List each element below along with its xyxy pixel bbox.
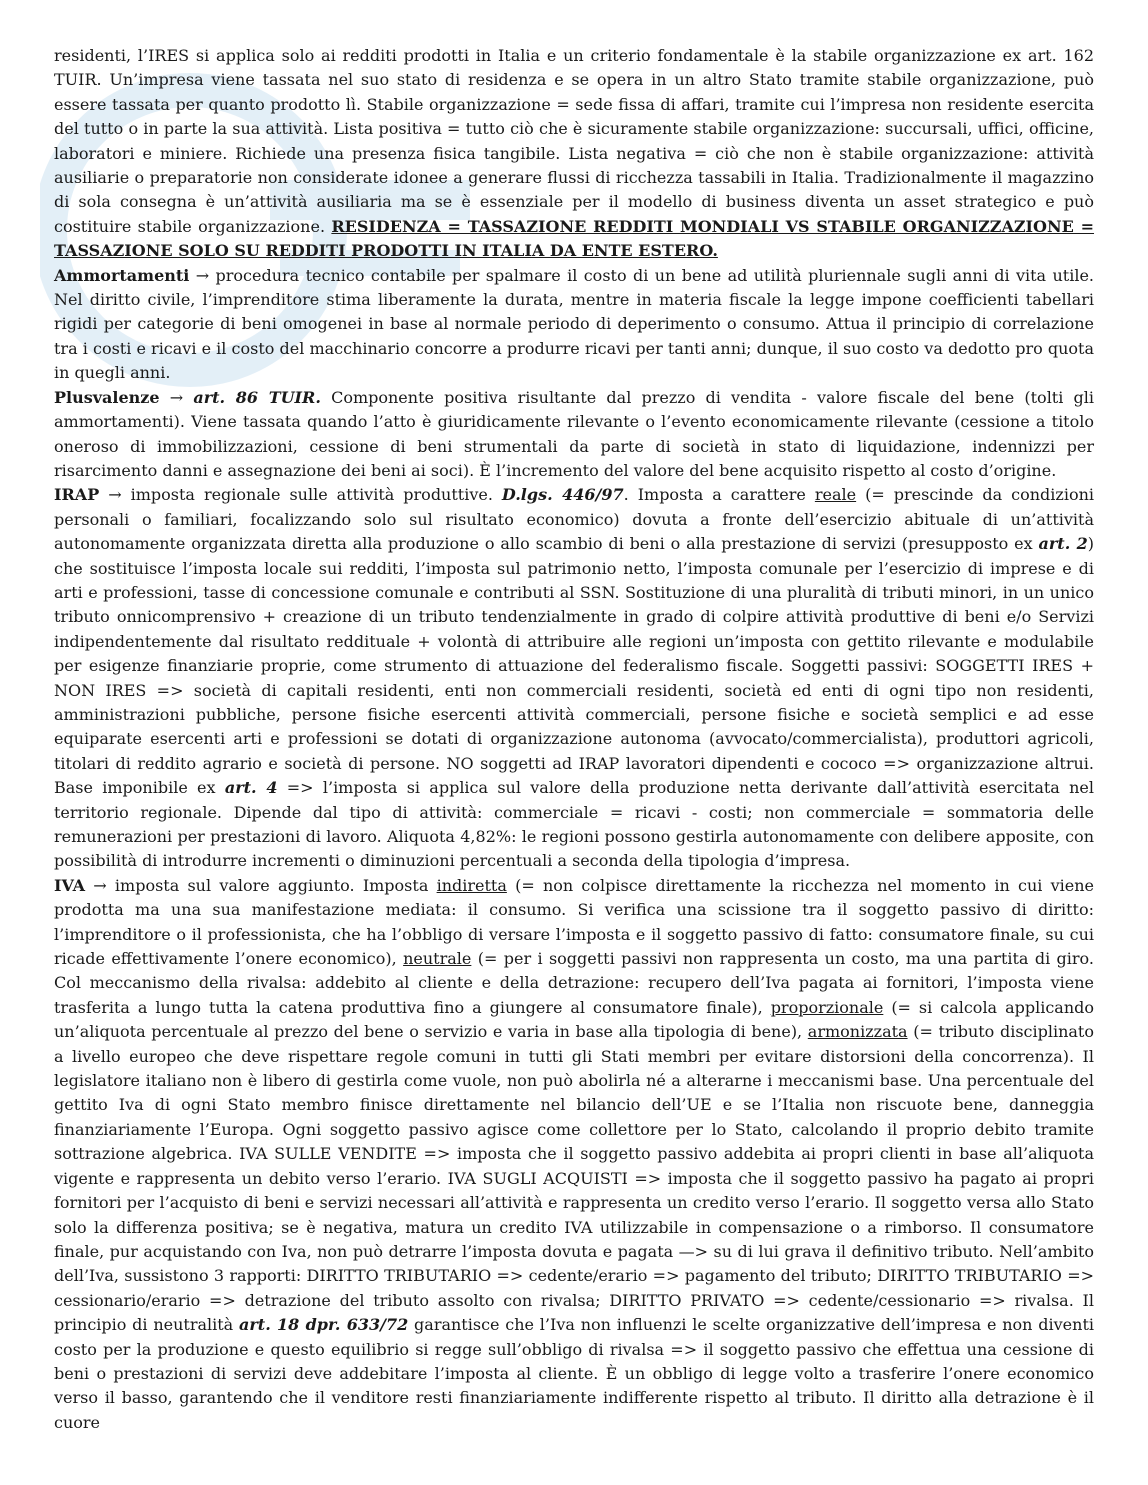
paragraph-ammortamenti: Ammortamenti → procedura tecnico contabile per spalmare il costo di un bene ad utilità pluriennale sugli anni di vita utile. Nel diritto civile, l’imprenditore stima liberamente la durata, mentre in materia fiscale la legge impone coefficienti tabellari rigidi per categorie di beni omogenei in base al normale periodo di deperimento o consumo. Attua il principio di correlazione tra i costi e ricavi e il costo del macchinario concorre a produrre ricavi per tanti anni; dunque, il suo costo va dedotto pro quota in quegli anni.	[54, 265, 1094, 383]
document-page	[54, 44, 1094, 1435]
heading-iva: IVA	[54, 875, 86, 895]
heading-irap: IRAP	[54, 485, 100, 505]
paragraph-irap: IRAP → imposta regionale sulle attività produttive. D.lgs. 446/97. Imposta a carattere reale (= prescinde da condizioni personali o familiari, focalizzando solo sul risultato economico) dovuta a fronte dell’esercizio abituale di un’attività autonomamente organizzata diretta alla produzione o allo scambio di beni o alla prestazione di servizi (presupposto ex art. 2) che sostituisce l’imposta locale sui redditi, l’imposta sul patrimonio netto, l’imposta comunale per l’esercizio di imprese e di arti e professioni, tasse di concessione comunale e contributi al SSN. Sostituzione di una pluralità di tributi minori, in un unico tributo onnicomprensivo + creazione di un tributo tendenzialmente in grado di colpire attività produttive di beni e/o Servizi indipendentemente dal risultato reddituale + volontà di attribuire alle regioni un’imposta con gettito rilevante e modulabile per esigenze finanziarie proprie, come strumento di attuazione del federalismo fiscale. Soggetti passivi: SOGGETTI IRES + NON IRES => società di capitali residenti, enti non commerciali residenti, società ed enti di ogni tipo non residenti, amministrazioni pubbliche, persone fisiche esercenti attività commerciali, persone fisiche e società semplici e ad esse equiparate esercenti arti e professioni se dotati di organizzazione autonoma (avvocato/commercialista), produttori agricoli, titolari di reddito agrario e società di persone. NO soggetti ad IRAP lavoratori dipendenti e cococo => organizzazione altrui. Base imponibile ex art. 4 => l’imposta si applica sul valore della produzione netta derivante dall’attività esercitata nel territorio regionale. Dipende dal tipo di attività: commerciale = ricavi - costi; non commerciale = sommatoria delle remunerazioni per prestazioni di lavoro. Aliquota 4,82%: le regioni possono gestirla autonomamente con delibere apposite, con possibilità di introdurre incrementi o diminuzioni percentuali a seconda della tipologia d’impresa.	[54, 485, 1095, 871]
paragraph-iva: IVA → imposta sul valore aggiunto. Imposta indiretta (= non colpisce direttamente la ricchezza nel momento in cui viene prodotta ma una sua manifestazione mediata: il consumo. Si verifica una scissione tra il soggetto passivo di diritto: l’imprenditore o il professionista, che ha l’obbligo di versare l’imposta e il soggetto passivo di fatto: consumatore finale, su cui ricade effettivamente l’onere economico), neutrale (= per i soggetti passivi non rappresenta un costo, ma una partita di giro. Col meccanismo della rivalsa: addebito al cliente e della detrazione: recupero dell’Iva pagata ai fornitori, l’imposta viene trasferita a lungo tutta la catena produttiva fino a giungere al consumatore finale), proporzionale (= si calcola applicando un’aliquota percentuale al prezzo del bene o servizio e varia in base alla tipologia di bene), armonizzata (= tributo disciplinato a livello europeo che deve rispettare regole comuni in tutti gli Stati membri per evitare distorsioni della concorrenza). Il legislatore italiano non è libero di gestirla come vuole, non può abolirla né a alterarne i meccanismi base. Una percentuale del gettito Iva di ogni Stato membro finisce direttamente nel bilancio dell’UE e se l’Italia non riscuote bene, danneggia finanziariamente l’Europa. Ogni soggetto passivo agisce come collettore per lo Stato, calcolando il proprio debito tramite sottrazione algebrica. IVA SULLE VENDITE => imposta che il soggetto passivo addebita ai propri clienti in base all’aliquota vigente e rappresenta un debito verso l’erario. IVA SUGLI ACQUISTI => imposta che il soggetto passivo ha pagato ai propri fornitori per l’acquisto di beni e servizi necessari all’attività e rappresenta un credito verso l’erario. Il soggetto versa allo Stato solo la differenza positiva; se è negativa, matura un credito IVA utilizzabile in compensazione o a rimborso. Il consumatore finale, pur acquistando con Iva, non può detrarre l’imposta dovuta e pagata —> su di lui grava il definitivo tributo. Nell’ambito dell’Iva, sussistono 3 rapporti: DIRITTO TRIBUTARIO => cedente/erario => pagamento del tributo; DIRITTO TRIBUTARIO => cessionario/erario => detrazione del tributo assolto con rivalsa; DIRITTO PRIVATO => cedente/cessionario => rivalsa. Il principio di neutralità art. 18 dpr. 633/72 garantisce che l’Iva non influenzi le scelte organizzative dell’impresa e non diventi costo per la produzione e questo equilibrio si regge sull’obbligo di rivalsa => il soggetto passivo che effettua una cessione di beni o prestazioni di servizi deve addebitare l’imposta al cliente. È un obbligo di legge volto a trasferire l’onere economico verso il basso, garantendo che il venditore resti finanziariamente indifferente rispetto al tributo. Il diritto alla detrazione è il cuore	[54, 875, 1095, 1432]
heading-ammortamenti: Ammortamenti	[54, 265, 190, 285]
residenza-summary: RESIDENZA = TASSAZIONE REDDITI MONDIALI VS STABILE ORGANIZZAZIONE = TASSAZIONE SOLO SU REDDITI PRODOTTI IN ITALIA DA ENTE ESTERO.	[54, 216, 1095, 261]
paragraph-plusvalenze: Plusvalenze → art. 86 TUIR. Componente positiva risultante dal prezzo di vendita - valore fiscale del bene (tolti gli ammortamenti). Viene tassata quando l’atto è giuridicamente rilevante o l’evento economicamente rilevante (cessione a titolo oneroso di immobilizzazioni, cessione di beni strumentali da parte di società in stato di liquidazione, indennizzi per risarcimento danni e assegnazione dei beni ai soci). È l’incremento del valore del bene acquisito rispetto al costo d’origine.	[54, 387, 1095, 480]
paragraph-residenza: residenti, l’IRES si applica solo ai redditi prodotti in Italia e un criterio fondamentale è la stabile organizzazione ex art. 162 TUIR. Un’impresa viene tassata nel suo stato di residenza e se opera in un altro Stato tramite stabile organizzazione, può essere tassata per quanto prodotto lì. Stabile organizzazione = sede fissa di affari, tramite cui l’impresa non residente esercita del tutto o in parte la sua attività. Lista positiva = tutto ciò che è sicuramente stabile organizzazione: succursali, uffici, officine, laboratori e miniere. Richiede una presenza fisica tangibile. Lista negativa = ciò che non è stabile organizzazione: attività ausiliarie o preparatorie non considerate idonee a generare flussi di ricchezza tassabili in Italia. Tradizionalmente il magazzino di sola consegna è un’attività ausiliaria ma se è essenziale per il modello di business diventa un asset strategico e può costituire stabile organizzazione. RESIDENZA = TASSAZIONE REDDITI MONDIALI VS STABILE ORGANIZZAZIONE = TASSAZIONE SOLO SU REDDITI PRODOTTI IN ITALIA DA ENTE ESTERO.	[54, 46, 1095, 261]
heading-plusvalenze: Plusvalenze	[54, 387, 160, 407]
